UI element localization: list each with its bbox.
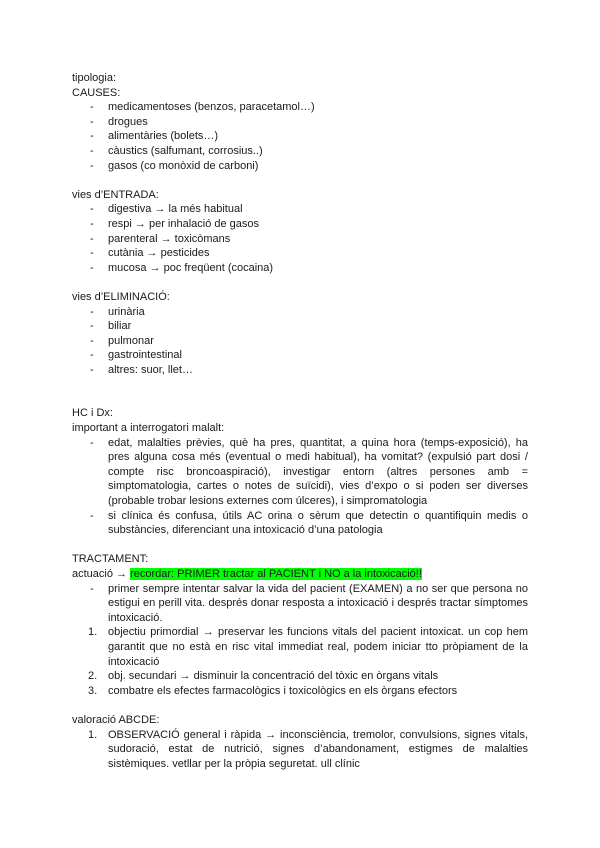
list-item: - primer sempre intentar salvar la vida del pacient (EXAMEN) a no ser que persona no estigui en perill vita. després donar resposta a intoxicació i després tractar símptomes intoxicació.: [90, 582, 528, 624]
list-item: 3. combatre els efectes farmacològics i toxicològics en els òrgans efectors: [88, 684, 458, 697]
dash-marker: -: [90, 115, 94, 128]
list-item: - càustics (salfumant, corrosius..): [90, 144, 263, 157]
dash-marker: -: [90, 101, 94, 114]
list-item: - altres: suor, llet…: [90, 363, 193, 376]
list-item: 1. OBSERVACIÓ general i ràpida → inconsciència, tremolor, convulsions, signes vitals, sudoració, estat de nutrició, signes d’abandonament, estigmes de malalties sistèmiques. vetllar per la pròpia seguretat. ull clínic: [88, 728, 528, 770]
actuacio-line: actuació → recordar: PRIMER tractar al PACIENT i NO a la intoxicació!!: [72, 568, 422, 580]
dash-marker: -: [90, 436, 94, 449]
list-item: - urinària: [90, 305, 145, 318]
entrada-list: [72, 202, 528, 275]
highlighted-reminder: recordar: PRIMER tractar al PACIENT i NO a la intoxicació!!: [130, 568, 422, 580]
dash-marker: -: [90, 247, 94, 260]
list-item: - gastrointestinal: [90, 349, 182, 362]
dash-marker: -: [90, 159, 94, 172]
list-item: - drogues: [90, 115, 148, 128]
valoracio-numbered-list: [72, 728, 528, 772]
causes-heading: CAUSES:: [72, 86, 121, 99]
list-item: - pulmonar: [90, 334, 154, 347]
document-page: [72, 71, 528, 771]
tractament-numbered-list: [72, 625, 528, 698]
list-item: - si clínica és confusa, útils AC orina o sèrum que detectin o quantifiquin medis o substàncies, diferenciant una intoxicació d’una patologia: [90, 509, 528, 537]
hc-intro: important a interrogatori malalt:: [72, 422, 225, 435]
list-item: - edat, malalties prèvies, què ha pres, quantitat, a quina hora (temps-exposició), ha pres alguna cosa més (eventual o medi habitual), ha vomitat? (expulsió part dosi / compte risc broncoaspiració), investigar entorn (altres persones amb = simptomatologia, cartes o notes de suïcidi), vies d’expo o si poden ser diverses (probable trobar lesions externes com úlceres), i simpromatologia: [90, 436, 528, 508]
eliminacio-list: [72, 305, 528, 378]
tractament-heading: TRACTAMENT:: [72, 553, 149, 566]
list-item: - cutània → pesticides: [90, 247, 210, 260]
dash-marker: -: [90, 144, 94, 157]
eliminacio-heading: vies d’ELIMINACIÓ:: [72, 290, 170, 303]
dash-marker: -: [90, 334, 94, 347]
dash-marker: -: [90, 582, 94, 595]
causes-list: [72, 100, 528, 173]
list-item: - respi → per inhalació de gasos: [90, 217, 260, 230]
list-item: - gasos (co monòxid de carboni): [90, 159, 259, 172]
list-item: - digestiva → la més habitual: [90, 203, 243, 216]
list-item: - alimentàries (bolets…): [90, 130, 219, 143]
list-item: - medicamentoses (benzos, paracetamol…): [90, 101, 315, 114]
dash-marker: -: [90, 203, 94, 216]
hc-list: [72, 436, 528, 538]
list-item: - mucosa → poc freqüent (cocaina): [90, 261, 274, 274]
valoracio-heading: valoració ABCDE:: [72, 713, 160, 726]
list-item: 2. obj. secundari → disminuir la concentració del tòxic en òrgans vitals: [88, 670, 439, 683]
tipologia-label: tipologia:: [72, 72, 117, 84]
dash-marker: -: [90, 232, 94, 245]
dash-marker: -: [90, 305, 94, 318]
list-item: 1. objectiu primordial → preservar les funcions vitals del pacient intoxicat. un cop hem garantit que no està en risc vital immediat real, podem iniciar tto pròpiament de la intoxicació: [88, 626, 528, 668]
dash-marker: -: [90, 130, 94, 143]
hc-heading: HC i Dx:: [72, 407, 113, 420]
dash-marker: -: [90, 509, 94, 522]
dash-marker: -: [90, 363, 94, 376]
dash-marker: -: [90, 261, 94, 274]
entrada-heading: vies d’ENTRADA:: [72, 188, 159, 201]
tractament-dash-list: [72, 582, 528, 626]
dash-marker: -: [90, 349, 94, 362]
list-item: - biliar: [90, 320, 132, 333]
list-item: - parenteral → toxicòmans: [90, 232, 231, 245]
dash-marker: -: [90, 217, 94, 230]
dash-marker: -: [90, 320, 94, 333]
